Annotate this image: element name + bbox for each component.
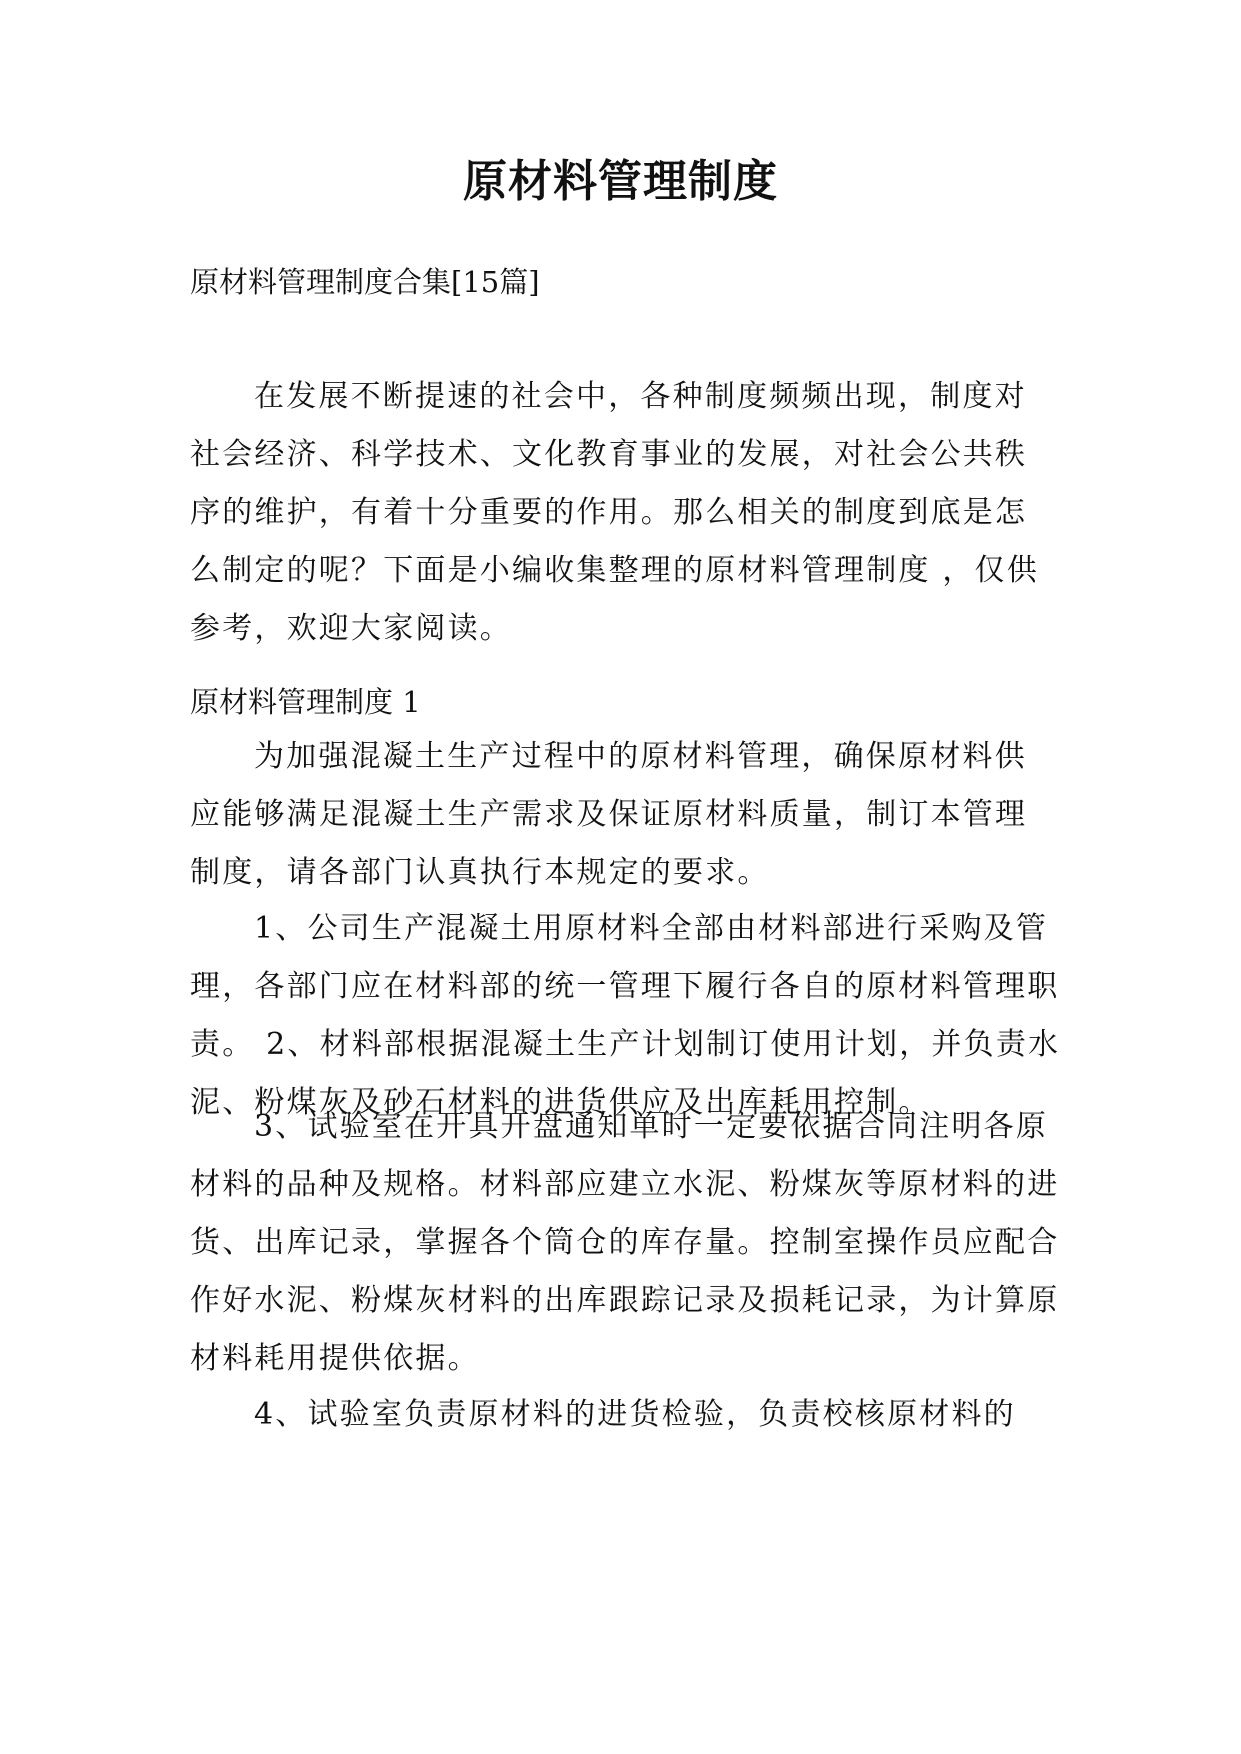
document-subtitle: 原材料管理制度合集[15篇] (190, 265, 540, 299)
document-title: 原材料管理制度 (463, 156, 778, 207)
intro-paragraph: 在发展不断提速的社会中，各种制度频频出现，制度对社会经济、科学技术、文化教育事业的发展，对社会公共秩序的维护，有着十分重要的作用。那么相关的制度到底是怎么制定的呢？下面是小编收集整理的原材料管理制度 ，仅供参考，欢迎大家阅读。 (190, 379, 1039, 646)
section-heading: 原材料管理制度 1 (190, 685, 421, 719)
body-paragraph: 1、公司生产混凝土用原材料全部由材料部进行采购及管理，各部门应在材料部的统一管理下履行各自的原材料管理职责。 2、材料部根据混凝土生产计划制订使用计划，并负责水泥、粉煤灰及砂石材料的进货供应及出库耗用控制。 (190, 911, 1061, 1120)
body-paragraph: 4、试验室负责原材料的进货检验，负责校核原材料的 (254, 1397, 1016, 1432)
body-paragraph: 为加强混凝土生产过程中的原材料管理，确保原材料供应能够满足混凝土生产需求及保证原材料质量，制订本管理制度，请各部门认真执行本规定的要求。 (190, 739, 1028, 890)
body-paragraph: 3、试验室在开具开盘通知单时一定要依据合同注明各原材料的品种及规格。材料部应建立水泥、粉煤灰等原材料的进货、出库记录，掌握各个筒仓的库存量。控制室操作员应配合作好水泥、粉煤灰材料的出库跟踪记录及损耗记录，为计算原材料耗用提供依据。 (190, 1109, 1060, 1376)
